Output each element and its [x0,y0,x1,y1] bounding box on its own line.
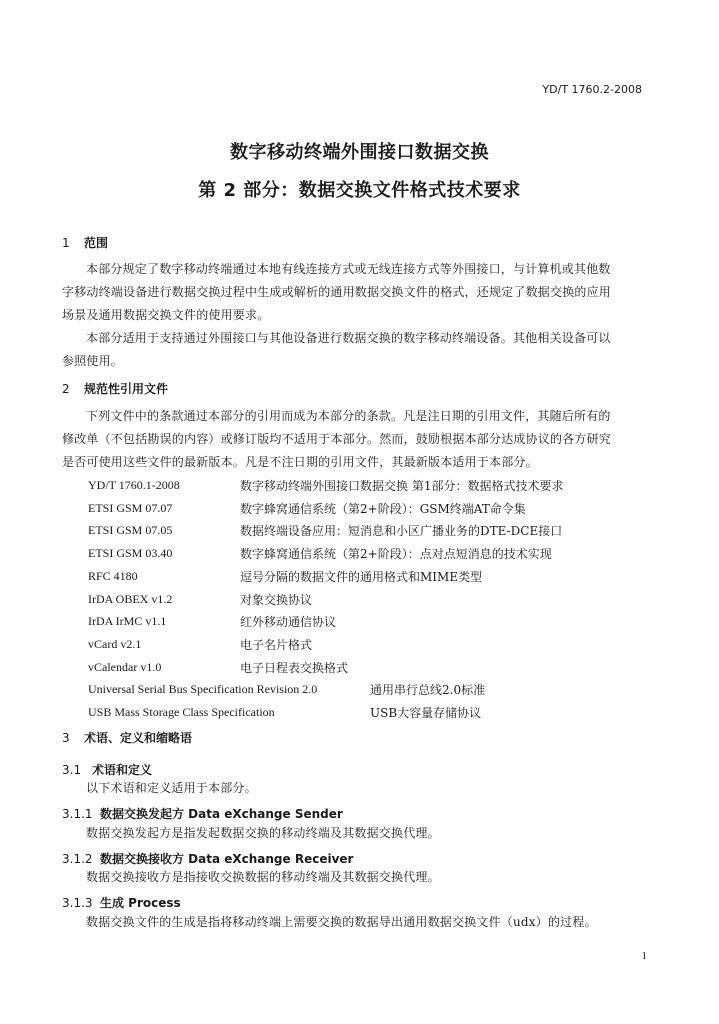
reference-code: ETSI GSM 07.07 [88,500,173,515]
reference-title: 数字蜂窝通信系统（第2+阶段）：GSM终端AT命令集 [240,501,526,516]
section-2-heading [62,380,168,397]
section-number: 1 [62,236,70,250]
reference-code: ETSI GSM 03.40 [88,546,173,561]
reference-title: 通用串行总线2.0标准 [370,683,486,698]
reference-title: 数字移动终端外围接口数据交换 第1部分：数据格式技术要求 [240,479,564,493]
reference-title: 电子日程表交换格式 [240,660,349,675]
section-number: 3 [62,731,70,745]
paragraph-line: 本部分规定了数字移动终端通过本地有线连接方式或无线连接方式等外围接口，与计算机或其他数 [86,262,611,276]
paragraph-line: 修改单（不包括勘误的内容）或修订版均不适用于本部分。然而，鼓励根据本部分达成协议的各方研究 [62,432,612,446]
paragraph-line: 本部分适用于支持通过外围接口与其他设备进行数据交换的数字移动终端设备。其他相关设备可以 [86,331,611,345]
term-title: 生成 Process [100,896,181,910]
reference-code: RFC 4180 [88,568,138,583]
paragraph-line: 字移动终端设备进行数据交换过程中生成或解析的通用数据交换文件的格式，还规定了数据交换的应用 [62,285,612,299]
term-3-1-2-heading [62,850,353,867]
page-title-line-1: 数字移动终端外围接口数据交换 [230,142,489,163]
section-1-heading [62,234,108,251]
subsection-3-1-heading [62,761,152,778]
paragraph-line: 参照使用。 [62,354,124,368]
term-3-1-3-heading [62,894,181,911]
paragraph-line: 场景及通用数据交换文件的使用要求。 [62,308,270,322]
paragraph-line: 以下术语和定义适用于本部分。 [86,781,257,795]
section-title: 术语、定义和缩略语 [84,731,193,745]
reference-code: USB Mass Storage Class Specification [88,705,275,719]
reference-code: vCard v2.1 [88,636,142,651]
term-number: 3.1.3 [62,896,93,910]
term-definition: 数据交换发起方是指发起数据交换的移动终端及其数据交换代理。 [86,826,440,840]
section-title: 规范性引用文件 [84,382,169,396]
term-3-1-1-heading [62,805,343,822]
section-title: 范围 [84,236,109,250]
term-title: 数据交换接收方 Data eXchange Receiver [100,852,354,866]
term-definition: 数据交换文件的生成是指将移动终端上需要交换的数据导出通用数据交换文件（udx）的过程。 [86,915,597,929]
section-number: 2 [62,382,70,396]
reference-title: 对象交换协议 [240,592,313,607]
page-number: 1 [641,950,647,962]
reference-title: USB大容量存储协议 [370,706,482,720]
reference-title: 红外移动通信协议 [240,615,337,630]
reference-code: IrDA OBEX v1.2 [88,591,173,606]
standard-code: YD/T 1760.2-2008 [542,83,642,96]
reference-title: 电子名片格式 [240,637,313,652]
reference-code: YD/T 1760.1-2008 [88,478,180,492]
reference-code: Universal Serial Bus Specification Revision 2.0 [88,682,318,697]
term-definition: 数据交换接收方是指接收交换数据的移动终端及其数据交换代理。 [86,870,440,884]
reference-title: 逗号分隔的数据文件的通用格式和MIME类型 [240,569,483,584]
term-title: 数据交换发起方 Data eXchange Sender [100,807,343,821]
reference-code: ETSI GSM 07.05 [88,523,173,538]
term-number: 3.1.2 [62,852,93,866]
term-number: 3.1.1 [62,807,93,821]
subsection-title: 术语和定义 [92,763,153,777]
reference-code: vCalendar v1.0 [88,659,162,674]
section-3-heading [62,729,192,746]
paragraph-line: 是否可使用这些文件的最新版本。凡是不注日期的引用文件，其最新版本适用于本部分。 [62,455,538,469]
subsection-number: 3.1 [62,763,82,777]
page-title-line-2: 第 2 部分：数据交换文件格式技术要求 [198,180,521,201]
paragraph-line: 下列文件中的条款通过本部分的引用而成为本部分的条款。凡是注日期的引用文件，其随后所有的 [86,409,611,423]
reference-title: 数据终端设备应用：短消息和小区广播业务的DTE-DCE接口 [240,524,563,539]
reference-title: 数字蜂窝通信系统（第2+阶段）：点对点短消息的技术实现 [240,547,552,562]
reference-code: IrDA IrMC v1.1 [88,614,167,629]
